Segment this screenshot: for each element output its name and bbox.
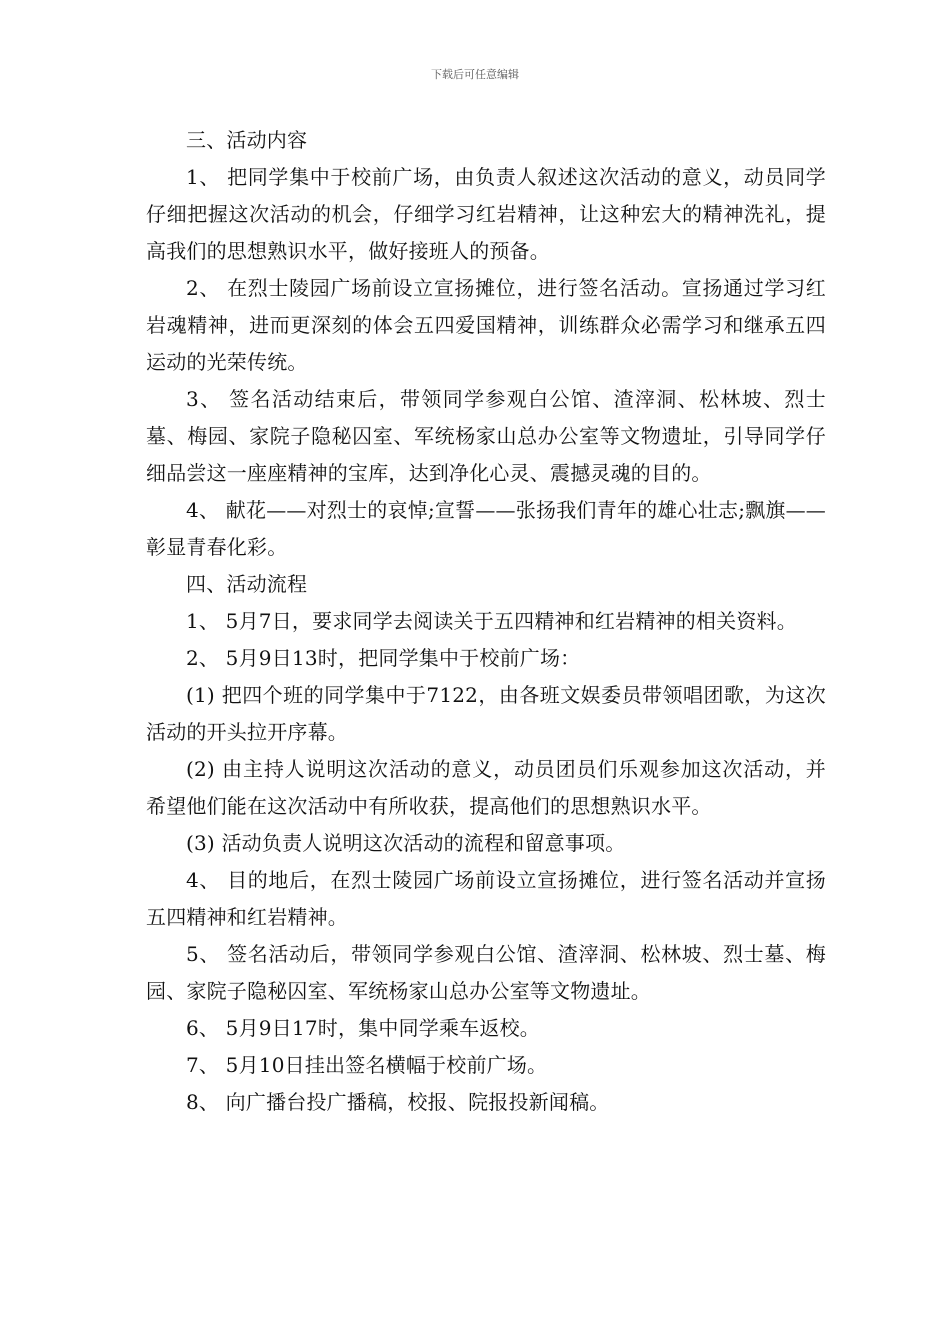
section-heading-activity-content: 三、活动内容: [186, 128, 308, 152]
paragraph: 4、 献花——对烈士的哀悼;宣誓——张扬我们青年的雄心壮志;飘旗——彰显青春化彩。: [146, 498, 826, 559]
paragraph: 2、 5月9日13时，把同学集中于校前广场：: [186, 646, 581, 670]
paragraph: (3) 活动负责人说明这次活动的流程和留意事项。: [186, 831, 626, 855]
paragraph: 1、 5月7日，要求同学去阅读关于五四精神和红岩精神的相关资料。: [186, 609, 797, 633]
paragraph: 6、 5月9日17时，集中同学乘车返校。: [186, 1016, 540, 1040]
paragraph: 3、 签名活动结束后，带领同学参观白公馆、渣滓洞、松林坡、烈士墓、梅园、家院子隐秘囚室、军统杨家山总办公室等文物遗址，引导同学仔细品尝这一座座精神的宝库，达到净化心灵、震撼灵魂的目的。: [146, 387, 826, 485]
document-body: [146, 122, 826, 1121]
page-header: 下载后可任意编辑: [431, 68, 519, 81]
paragraph: 7、 5月10日挂出签名横幅于校前广场。: [186, 1053, 548, 1077]
paragraph: (2) 由主持人说明这次活动的意义，动员团员们乐观参加这次活动，并希望他们能在这次活动中有所收获，提高他们的思想熟识水平。: [146, 757, 826, 818]
paragraph: (1) 把四个班的同学集中于7122，由各班文娱委员带领唱团歌，为这次活动的开头拉开序幕。: [146, 683, 826, 744]
paragraph: 8、 向广播台投广播稿，校报、院报投新闻稿。: [186, 1090, 610, 1114]
section-heading-activity-process: 四、活动流程: [186, 572, 308, 596]
paragraph: 4、 目的地后，在烈士陵园广场前设立宣扬摊位，进行签名活动并宣扬五四精神和红岩精神。: [146, 868, 826, 929]
paragraph: 2、 在烈士陵园广场前设立宣扬摊位，进行签名活动。宣扬通过学习红岩魂精神，进而更深刻的体会五四爱国精神，训练群众必需学习和继承五四运动的光荣传统。: [146, 276, 826, 374]
paragraph: 5、 签名活动后，带领同学参观白公馆、渣滓洞、松林坡、烈士墓、梅园、家院子隐秘囚室、军统杨家山总办公室等文物遗址。: [146, 942, 826, 1003]
paragraph: 1、 把同学集中于校前广场，由负责人叙述这次活动的意义，动员同学仔细把握这次活动的机会，仔细学习红岩精神，让这种宏大的精神洗礼，提高我们的思想熟识水平，做好接班人的预备。: [146, 165, 826, 263]
